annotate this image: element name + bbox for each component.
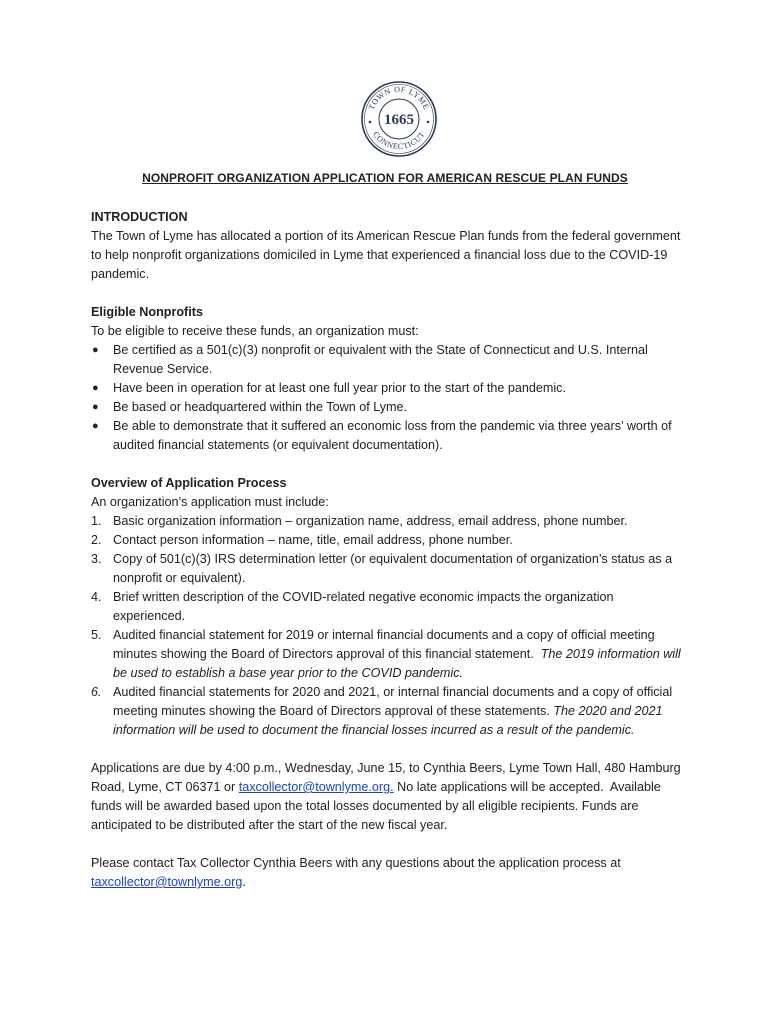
overview-heading: Overview of Application Process	[91, 476, 287, 490]
deadline-paragraph: Applications are due by 4:00 p.m., Wednesday, June 15, to Cynthia Beers, Lyme Town Hall, 480 Hamburg Road, Lyme, CT 06371 or taxcollector@townlyme.org. No late applications will be accepted. Available funds will be awarded based upon the total losses documented by all eligible recipients. Funds are anticipated to be distributed after the start of the new fiscal year.	[91, 761, 681, 832]
contact-paragraph: Please contact Tax Collector Cynthia Beers with any questions about the application process at taxcollector@townlyme.org.	[91, 856, 621, 889]
list-item: 6. Audited financial statements for 2020 and 2021, or internal financial documents and a copy of official meeting minutes showing the Board of Directors approval of these statements. The 2020 and 2021 information will be used to document the financial losses incurred as a result of the pandemic.	[91, 685, 673, 737]
list-item: 1. Basic organization information – organization name, address, email address, phone number.	[91, 514, 628, 528]
list-item: ● Be certified as a 501(c)(3) nonprofit or equivalent with the State of Connecticut and U.S. Internal Revenue Service.	[92, 343, 648, 376]
introduction-section	[91, 208, 686, 284]
introduction-heading: INTRODUCTION	[91, 210, 188, 224]
contact-email-link[interactable]: taxcollector@townlyme.org	[91, 875, 243, 889]
document-title: NONPROFIT ORGANIZATION APPLICATION FOR AMERICAN RESCUE PLAN FUNDS	[142, 171, 628, 185]
seal-top-text: TOWN OF LYME	[366, 84, 432, 112]
list-item: ● Be able to demonstrate that it suffered an economic loss from the pandemic via three years’ worth of audited financial statements (or equivalent documentation).	[92, 419, 672, 452]
bullet-icon: ●	[92, 420, 99, 432]
seal-year: 1665	[384, 112, 414, 128]
eligible-list	[91, 341, 686, 455]
list-item: 3. Copy of 501(c)(3) IRS determination letter (or equivalent documentation of organization’s status as a nonprofit or equivalent).	[91, 552, 673, 585]
overview-intro: An organization’s application must include:	[91, 495, 329, 509]
list-item: ● Have been in operation for at least one full year prior to the start of the pandemic.	[91, 379, 686, 398]
list-item: 4. Brief written description of the COVID-related negative economic impacts the organization experienced.	[91, 590, 614, 623]
list-item: 2. Contact person information – name, title, email address, phone number.	[91, 533, 513, 547]
introduction-text: The Town of Lyme has allocated a portion of its American Rescue Plan funds from the federal government to help nonprofit organizations domiciled in Lyme that experienced a financial loss due to the COVID-19 pandemic.	[91, 229, 681, 281]
bullet-icon: ●	[92, 344, 99, 356]
town-seal-logo	[360, 80, 438, 158]
document-body	[91, 208, 686, 911]
eligible-section	[91, 303, 686, 455]
list-item: 5. Audited financial statement for 2019 or internal financial documents and a copy of official meeting minutes showing the Board of Directors approval of this financial statement. The 2019 information will be used to establish a base year prior to the COVID pandemic.	[91, 628, 681, 680]
eligible-intro: To be eligible to receive these funds, an organization must:	[91, 324, 419, 338]
seal-bottom-text: CONNECTICUT	[371, 129, 427, 152]
contact-section	[91, 854, 686, 892]
eligible-heading: Eligible Nonprofits	[91, 305, 203, 319]
list-item: ● Be based or headquartered within the Town of Lyme.	[91, 398, 686, 417]
bullet-icon: ●	[92, 401, 99, 413]
deadline-section	[91, 759, 686, 835]
overview-section	[91, 474, 686, 740]
deadline-email-link[interactable]: taxcollector@townlyme.org.	[238, 780, 394, 794]
overview-list	[91, 512, 686, 740]
seal-graphic	[360, 80, 438, 158]
bullet-icon: ●	[92, 382, 99, 394]
